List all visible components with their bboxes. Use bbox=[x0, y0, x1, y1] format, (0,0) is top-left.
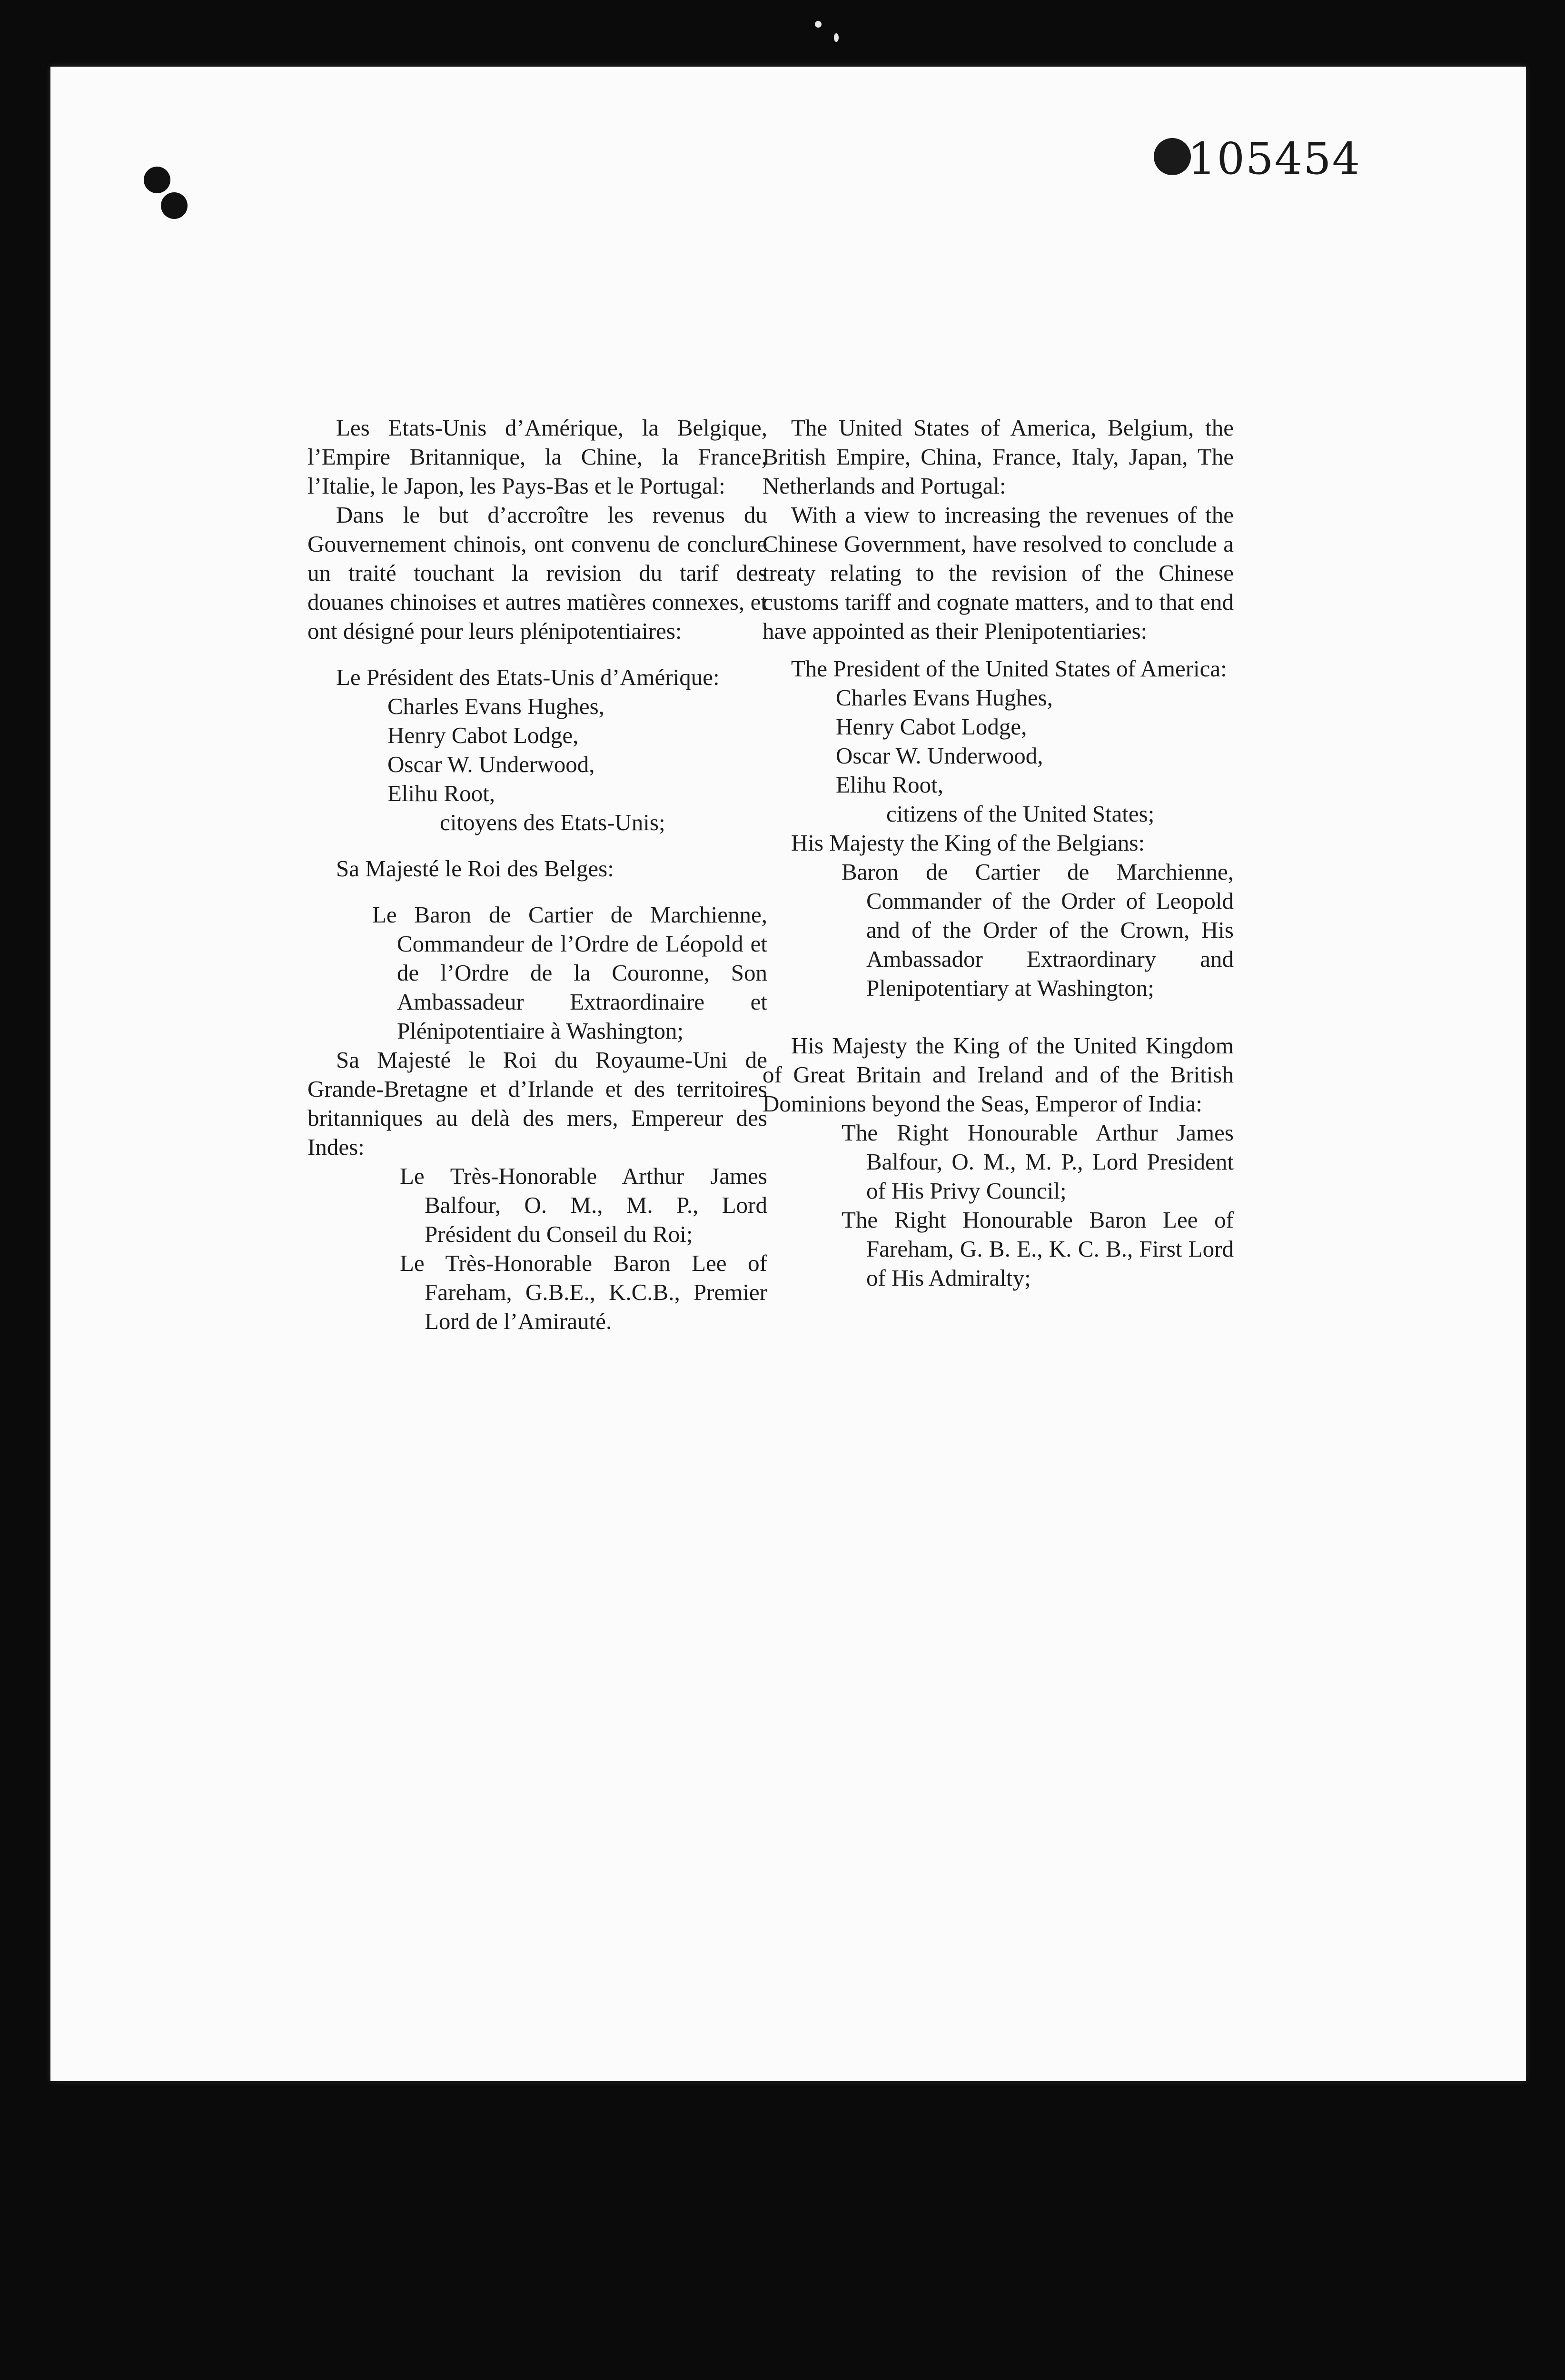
french-column bbox=[307, 413, 767, 1336]
fr-intro: Les Etats-Unis d’Amérique, la Belgique, l’Empire Britannique, la Chine, la France, l’Italie, le Japon, les Pays-Bas et le Portugal: bbox=[307, 415, 767, 499]
en-us-tail: citizens of the United States; bbox=[886, 801, 1155, 827]
en-us-name: Oscar W. Underwood, bbox=[836, 743, 1043, 769]
dust-speck bbox=[834, 33, 839, 42]
en-us-name: Henry Cabot Lodge, bbox=[836, 714, 1027, 740]
fr-uk-plenipotentiary-2: Le Très-Honorable Baron Lee of Fareham, G.B.E., K.C.B., Premier Lord de l’Amirauté. bbox=[400, 1250, 767, 1334]
fr-us-tail: citoyens des Etats-Unis; bbox=[440, 809, 665, 835]
fr-purpose: Dans le but d’accroître les revenus du Gouvernement chinois, ont convenu de conclure un traité touchant la revision du tarif des douanes chinoises et autres matières connexes, et ont désigné pour leurs plénipotentiaires: bbox=[307, 502, 767, 644]
fr-us-names bbox=[307, 692, 767, 837]
en-us-name: Elihu Root, bbox=[836, 772, 943, 798]
fr-us-heading: Le Président des Etats-Unis d’Amérique: bbox=[336, 664, 720, 690]
en-us-heading: The President of the United States of America: bbox=[791, 655, 1227, 682]
punch-hole bbox=[161, 192, 188, 219]
en-belgium-plenipotentiary: Baron de Cartier de Marchienne, Commander of the Order of Leopold and of the Order of the Crown, His Ambassador Extraordinary and Plenipotentiary at Washington; bbox=[842, 859, 1234, 1001]
fr-uk-heading: Sa Majesté le Roi du Royaume-Uni de Grande-Bretagne et d’Irlande et des territoires britanniques au delà des mers, Empereur des Indes: bbox=[307, 1047, 767, 1160]
fr-us-name: Charles Evans Hughes, bbox=[387, 693, 604, 719]
en-belgium-heading: His Majesty the King of the Belgians: bbox=[791, 830, 1145, 856]
fr-us-name: Oscar W. Underwood, bbox=[387, 751, 595, 777]
en-us-names bbox=[763, 683, 1234, 828]
punch-hole bbox=[144, 167, 170, 193]
en-purpose: With a view to increasing the revenues of the Chinese Government, have resolved to conclude a treaty relating to the revision of the Chinese customs tariff and cognate matters, and to that end have appointed as their Plenipotentiaries: bbox=[763, 502, 1234, 644]
en-intro: The United States of America, Belgium, the British Empire, China, France, Italy, Japan, The Netherlands and Portugal: bbox=[763, 415, 1234, 499]
en-uk-plenipotentiary-1: The Right Honourable Arthur James Balfour, O. M., M. P., Lord President of His Privy Council; bbox=[842, 1120, 1234, 1204]
fr-uk-plenipotentiary-1: Le Très-Honorable Arthur James Balfour, O. M., M. P., Lord Président du Conseil du Roi; bbox=[400, 1163, 767, 1247]
dust-speck bbox=[815, 21, 822, 28]
en-us-name: Charles Evans Hughes, bbox=[836, 684, 1053, 711]
en-uk-heading: His Majesty the King of the United Kingdom of Great Britain and Ireland and of the British Dominions beyond the Seas, Emperor of India: bbox=[763, 1032, 1234, 1117]
en-uk-plenipotentiary-2: The Right Honourable Baron Lee of Fareham, G. B. E., K. C. B., First Lord of His Admiralty; bbox=[842, 1207, 1234, 1291]
fr-us-name: Henry Cabot Lodge, bbox=[387, 722, 579, 748]
stamp-number: 105454 bbox=[1188, 133, 1361, 184]
english-column bbox=[763, 413, 1234, 1292]
fr-us-name: Elihu Root, bbox=[387, 780, 495, 806]
fr-belgium-heading: Sa Majesté le Roi des Belges: bbox=[336, 855, 614, 882]
fr-belgium-plenipotentiary: Le Baron de Cartier de Marchienne, Commandeur de l’Ordre de Léopold et de l’Ordre de la Couronne, Son Ambassadeur Extraordinaire et Plénipotentiaire à Washington; bbox=[372, 902, 767, 1044]
